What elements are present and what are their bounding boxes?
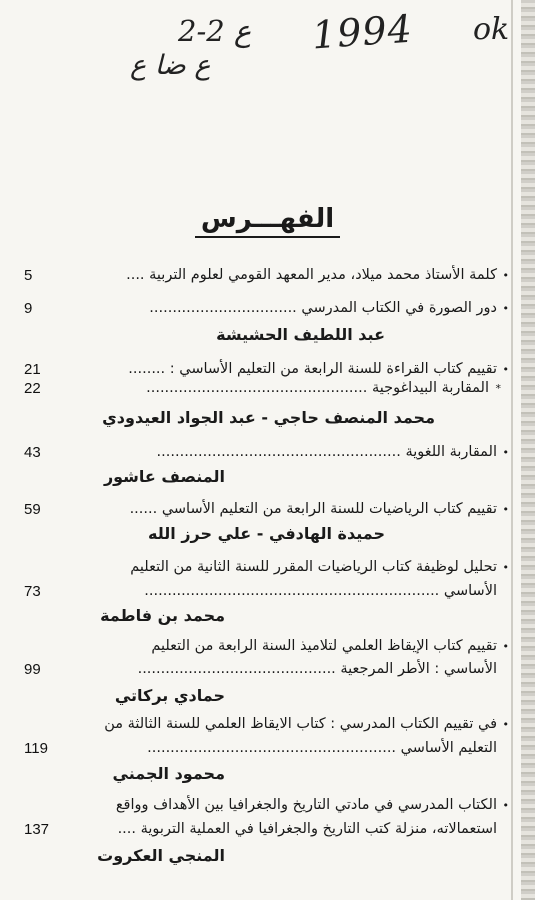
toc-entry-line-cont: التعليم الأساسي ...................................................... [147,740,497,756]
bullet-icon: • [502,561,509,574]
bullet-icon: * [495,382,501,395]
toc-entry-line: •المقاربة اللغوية ..................................................... [156,444,509,460]
toc-entry-line-cont: الأساسي ................................................................ [144,583,497,599]
handwritten-code-second: ع ضا ع [130,50,211,81]
toc-entry-line-cont: الأساسي : الأطر المرجعية ........................................... [137,661,497,677]
handwritten-mark: ok [473,12,510,47]
page-number: 21 [24,361,41,378]
bullet-icon: • [502,503,509,516]
page-number: 22 [24,380,41,397]
page-number: 137 [24,821,50,838]
entry-author: المنجي العكروت [97,846,225,865]
entry-author: عبد اللطيف الحشيشة [216,325,385,344]
toc-entry-line-cont: استعمالاته، منزلة كتب التاريخ والجغرافيا في العملية التربوية .... [117,821,497,837]
bullet-icon: • [502,269,509,282]
scan-edge-shadow [521,0,535,900]
entry-author: حميدة الهادفي - علي حرز الله [148,524,385,543]
entry-author: المنصف عاشور [103,467,225,486]
toc-entry-line: *المقاربة البيداغوجية ................................................ [146,380,501,396]
toc-entry-line: •تقييم كتاب الرياضيات للسنة الرابعة من التعليم الأساسي ...... [129,501,509,517]
toc-entry-line: •تقييم كتاب القراءة للسنة الرابعة من التعليم الأساسي : ........ [128,361,509,377]
entry-author: محمود الجمني [112,764,225,783]
toc-entry-line: •في تقييم الكتاب المدرسي : كتاب الايقاظ العلمي للسنة الثالثة من [104,716,509,732]
page-number: 99 [24,661,41,678]
bullet-icon: • [502,799,509,812]
page-title: الفهـــرس [0,204,535,234]
handwritten-year: 1994 [310,6,415,58]
bullet-icon: • [502,302,509,315]
page-number: 73 [24,583,41,600]
toc-entry-line: •دور الصورة في الكتاب المدرسي ................................ [149,300,509,316]
toc-entry-line: •كلمة الأستاذ محمد ميلاد، مدير المعهد القومي لعلوم التربية .... [126,267,509,283]
page-number: 59 [24,501,41,518]
bullet-icon: • [502,363,509,376]
scan-edge-line [511,0,513,900]
handwritten-code-top: 2-2 ع [178,14,252,48]
bullet-icon: • [502,640,509,653]
bullet-icon: • [502,718,509,731]
toc-entry-line: •تحليل لوظيفة كتاب الرياضيات المقرر للسنة الثانية من التعليم [130,559,509,575]
page-number: 119 [24,740,48,757]
entry-author: محمد بن فاطمة [100,606,225,625]
entry-author: محمد المنصف حاجي - عبد الجواد العيدودي [102,408,435,427]
bullet-icon: • [502,446,509,459]
toc-entry-line: •تقييم كتاب الإيقاظ العلمي لتلاميذ السنة الرابعة من التعليم [151,638,509,654]
page-number: 5 [24,267,33,284]
toc-entry-line: •الكتاب المدرسي في مادتي التاريخ والجغرافيا بين الأهداف وواقع [115,797,509,813]
page-number: 43 [24,444,41,461]
page-number: 9 [24,300,33,317]
entry-author: حمادي بركاتي [114,686,225,705]
